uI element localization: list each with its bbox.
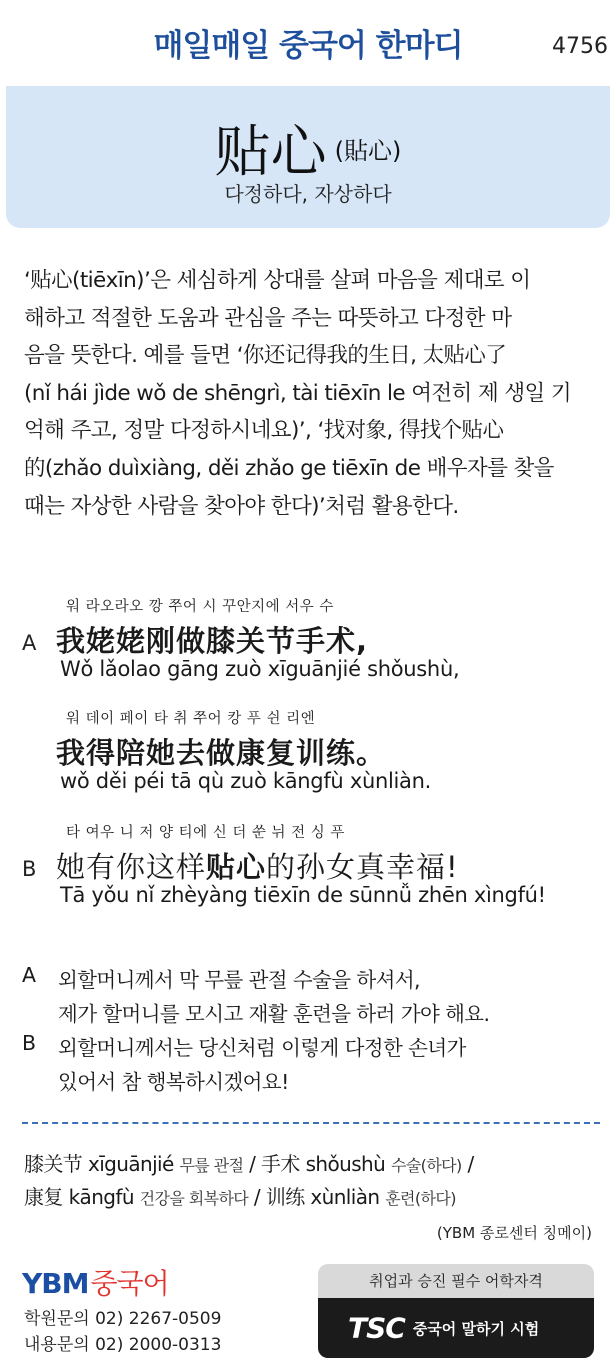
body-line: 的(zhǎo duìxiàng, děi zhǎo ge tiēxīn de 배우자를 찾을 (24, 455, 554, 481)
ybm-logo-chinese: 중국어 (90, 1267, 169, 1300)
explanation-body (24, 262, 596, 525)
body-line: 억해 주고, 정말 다정하시네요)’, ‘找对象, 得找个贴心 (24, 418, 504, 444)
issue-number: 4756 (552, 34, 608, 59)
hero-term (0, 108, 616, 188)
vocab-pinyin: shǒushù (305, 1152, 386, 1176)
vocab-line: 康复 kāngfù 건강을 회복하다 / 训练 xùnliàn 훈련(하다) (24, 1185, 456, 1209)
tsc-banner (318, 1298, 594, 1358)
hero-hanja: (貼心) (334, 136, 402, 165)
page-title: 매일매일 중국어 한마디 (153, 28, 463, 64)
vocab-meaning: 훈련(하다) (385, 1189, 456, 1208)
academy-contact: 학원문의 02) 2267-0509 (24, 1309, 222, 1329)
hero-hanzi: 贴心 (214, 120, 327, 185)
body-line: (nǐ hái jìde wǒ de shēngrì, tài tiēxīn le 여전히 제 생일 기 (24, 380, 572, 406)
chinese-keyword: 贴心 (206, 850, 267, 884)
vocab-meaning: 건강을 회복하다 (139, 1189, 249, 1208)
speaker-label: B (22, 857, 37, 881)
body-line: 음을 뜻한다. 예를 들면 ‘你还记得我的生日, 太贴心了 (24, 343, 507, 369)
vocab-hanzi: 手术 (261, 1152, 300, 1176)
korean-pronunciation: 워 데이 페이 타 취 쭈어 캉 푸 쉰 리엔 (66, 711, 316, 727)
vocab-hanzi: 康复 (24, 1185, 63, 1209)
tsc-logo: TSC (348, 1311, 405, 1345)
translation-line: 외할머니께서는 당신처럼 이렇게 다정한 손녀가 (58, 1036, 466, 1060)
vocab-line: 膝关节 xīguānjié 무릎 관절 / 手术 shǒushù 수술(하다) / (24, 1152, 474, 1176)
tsc-advertisement (318, 1264, 594, 1358)
vocab-hanzi: 膝关节 (24, 1152, 83, 1176)
vocab-pinyin: kāngfù (68, 1185, 134, 1209)
hero-meaning: 다정하다, 자상하다 (224, 182, 392, 206)
vocab-pinyin: xīguānjié (87, 1152, 174, 1176)
translation-line: 제가 할머니를 모시고 재활 훈련을 하러 가야 해요. (58, 1002, 490, 1026)
speaker-label: A (22, 963, 36, 987)
translation-line: 있어서 참 행복하시겠어요! (58, 1070, 289, 1094)
vocab-meaning: 수술(하다) (390, 1156, 462, 1175)
chinese-sentence (56, 845, 459, 886)
korean-pronunciation: 워 라오라오 깡 쭈어 시 꾸안지에 서우 수 (66, 599, 334, 615)
content-contact: 내용문의 02) 2000-0313 (24, 1335, 222, 1355)
body-line: 때는 자상한 사람을 찾아야 한다)’처럼 활용한다. (24, 493, 459, 519)
author-credit: (YBM 종로센터 칭메이) (436, 1224, 592, 1242)
tsc-subtitle: 중국어 말하기 시험 (412, 1319, 540, 1338)
chinese-sentence: 我姥姥刚做膝关节手术, (56, 624, 369, 658)
pinyin-line: wǒ děi péi tā qù zuò kāngfù xùnliàn. (60, 769, 431, 793)
chinese-fragment: 的孙女真幸福! (266, 850, 459, 884)
tsc-tagline: 취업과 승진 필수 어학자격 (318, 1264, 594, 1298)
korean-pronunciation: 타 여우 니 저 양 티에 신 더 쑨 뉘 전 싱 푸 (66, 825, 345, 841)
vocab-meaning: 무릎 관절 (179, 1156, 244, 1175)
dashed-divider (22, 1122, 600, 1124)
ybm-logo (22, 1262, 169, 1302)
translation-line: 외할머니께서 막 무릎 관절 수술을 하셔서, (58, 968, 420, 992)
ybm-logo-text: YBM (22, 1267, 89, 1300)
vocab-pinyin: xùnliàn (310, 1185, 380, 1209)
pinyin-line: Tā yǒu nǐ zhèyàng tiēxīn de sūnnǚ zhēn xìngfú! (60, 883, 546, 907)
vocab-hanzi: 训练 (265, 1185, 305, 1209)
body-line: 해하고 적절한 도움과 관심을 주는 따뜻하고 다정한 마 (24, 305, 512, 331)
speaker-label: B (22, 1031, 36, 1055)
chinese-fragment: 她有你这样 (56, 850, 207, 884)
chinese-sentence: 我得陪她去做康复训练。 (56, 736, 387, 770)
speaker-label: A (22, 631, 37, 655)
pinyin-line: Wǒ lǎolao gāng zuò xīguānjié shǒushù, (60, 657, 460, 681)
body-line: ‘贴心(tiēxīn)’은 세심하게 상대를 살펴 마음을 제대로 이 (24, 268, 531, 293)
